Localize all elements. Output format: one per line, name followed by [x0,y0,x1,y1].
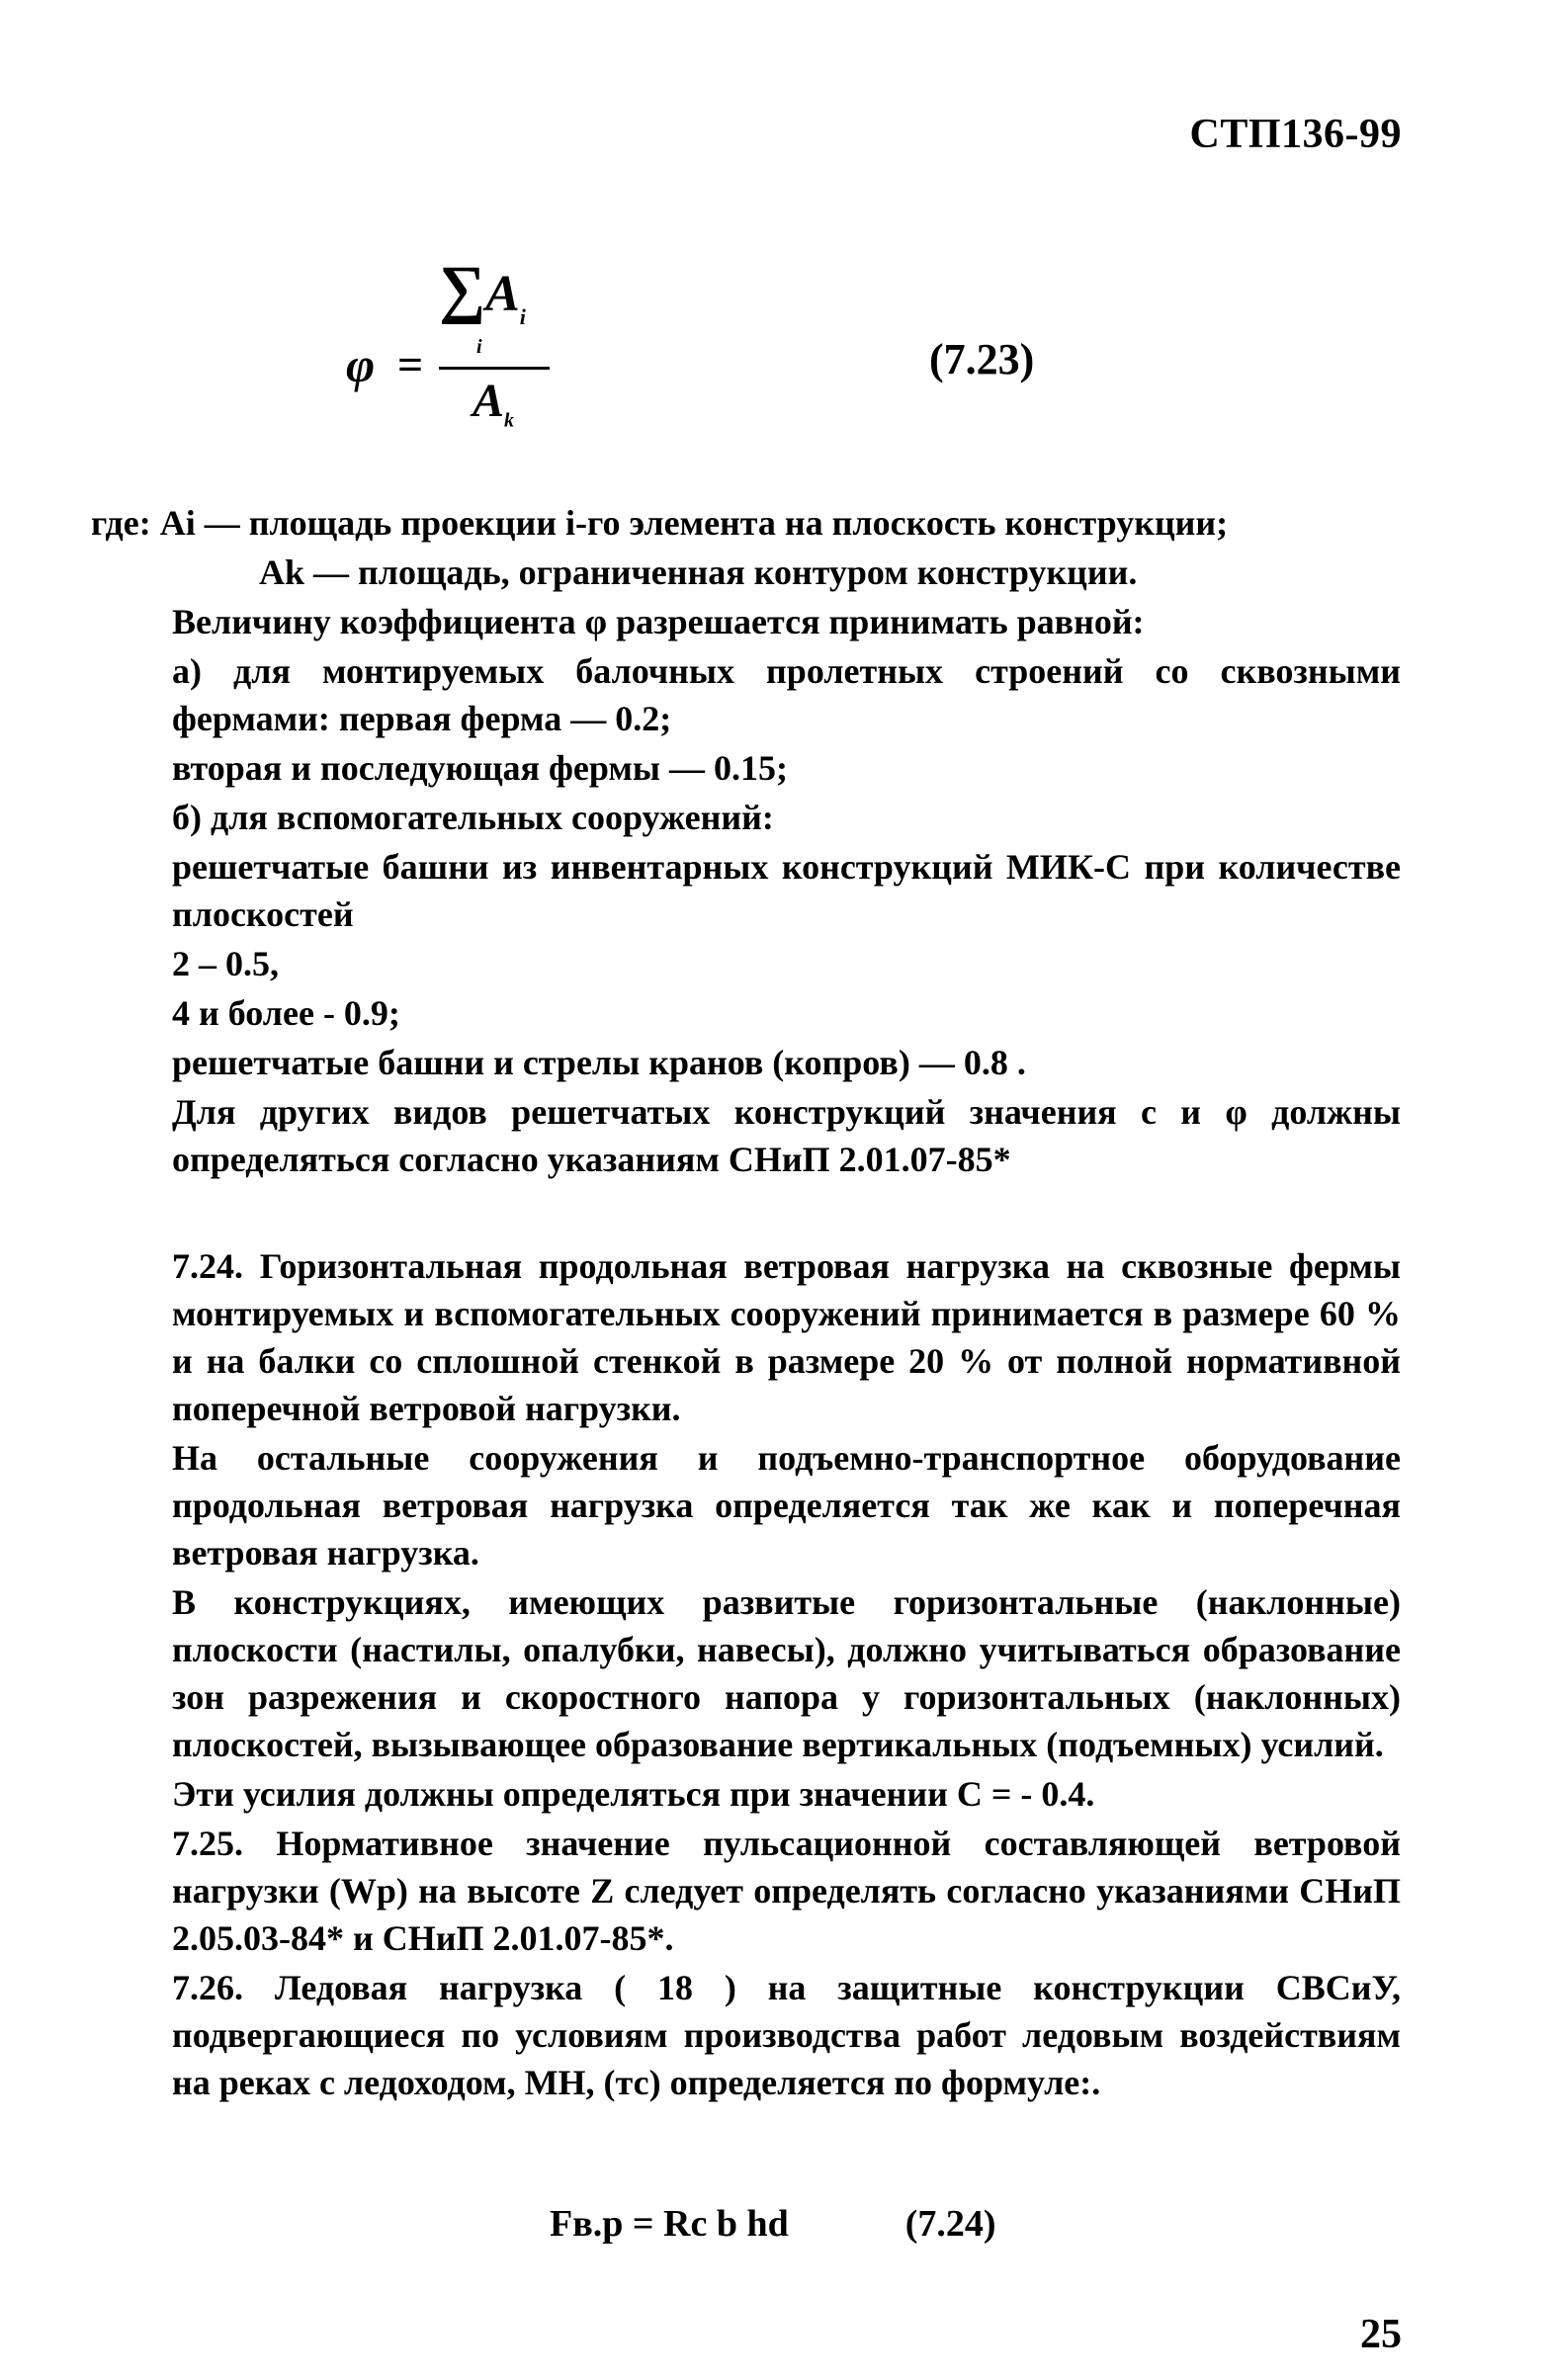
paragraph-crane-towers: решетчатые башни и стрелы кранов (копров) — 0.8 . [172,1043,1026,1082]
formula-7-24-expression: Fв.р = Rc b hd [550,2203,789,2245]
paragraph-other-equipment: На остальные сооружения и подъемно-транспортное оборудование продольная ветровая нагрузка определяется так же как и поперечная ветровая нагрузка. [172,1438,1401,1572]
formula-equals: = [397,339,424,389]
numerator-var: A [485,266,520,322]
numerator-sub: i [519,304,526,330]
formula-7-24-number: (7.24) [904,2203,996,2245]
formula-number: (7.23) [929,335,1035,383]
paragraph-item-a-second: вторая и последующая фермы — 0.15; [172,748,788,788]
paragraph-7-24: 7.24. Горизонтальная продольная ветровая нагрузка на сквозные фермы монтируемых и вспомогательных сооружений принимается в размере 60 % и на балки со сплошной стенкой в размере 20 % от полной нормативной поперечной ветровой нагрузки. [172,1246,1401,1428]
denominator-var: A [473,375,505,427]
spacer [91,1185,1401,1242]
paragraph-four-planes: 4 и более - 0.9; [172,993,400,1033]
formula-phi: φ [346,337,376,392]
document-code: СТП136-99 [1189,112,1402,157]
formula-7-24 [550,2202,996,2246]
body-text [91,499,1401,2108]
formula-numerator [439,253,526,330]
page-number: 25 [1360,2312,1402,2357]
paragraph-where-ai: где: Ai — площадь проекции i-го элемента на плоскость конструкции; [91,503,1229,543]
fraction-line [439,367,550,370]
formula-7-23 [346,247,1038,435]
denominator-sub: k [504,409,515,432]
paragraph-7-25: 7.25. Нормативное значение пульсационной составляющей ветровой нагрузки (Wp) на высоте Z следует определять согласно указаниями СНиП 2.05.03-84* и СНиП 2.01.07-85*. [172,1824,1401,1958]
paragraph-7-26: 7.26. Ледовая нагрузка ( 18 ) на защитные конструкции СВСиУ, подвергающиеся по условиям производства работ ледовым воздействиям на реках с ледоходом, МН, (тс) определяется по формуле:. [172,1968,1401,2102]
paragraph-where-ak: Ak — площадь, ограниченная контуром конструкции. [259,552,1138,592]
paragraph-other-structures: Для других видов решетчатых конструкций значения с и φ должны определяться согласно указаниям СНиП 2.01.07-85* [172,1092,1401,1179]
paragraph-forces-c: Эти усилия должны определяться при значении С = - 0.4. [172,1774,1095,1814]
paragraph-item-a: а) для монтируемых балочных пролетных строений со сквозными фермами: первая ферма — 0.2; [172,651,1401,738]
paragraph-towers-mik: решетчатые башни из инвентарных конструкций МИК-С при количестве плоскостей [172,847,1401,934]
paragraph-two-planes: 2 – 0.5, [172,944,279,983]
formula-denominator [473,374,514,433]
sum-symbol: ∑ [439,253,486,325]
paragraph-item-b: б) для вспомогательных сооружений: [172,798,774,837]
paragraph-phi-value: Величину коэффициента φ разрешается принимать равной: [172,602,1145,641]
sum-index: i [476,336,482,358]
paragraph-horizontal-planes: В конструкциях, имеющих развитые горизонтальные (наклонные) плоскости (настилы, опалубки, навесы), должно учитываться образование зон разрежения и скоростного напора у горизонтальных (наклонных) плоскостей, вызывающее образование вертикальных (подъемных) усилий. [172,1582,1401,1764]
